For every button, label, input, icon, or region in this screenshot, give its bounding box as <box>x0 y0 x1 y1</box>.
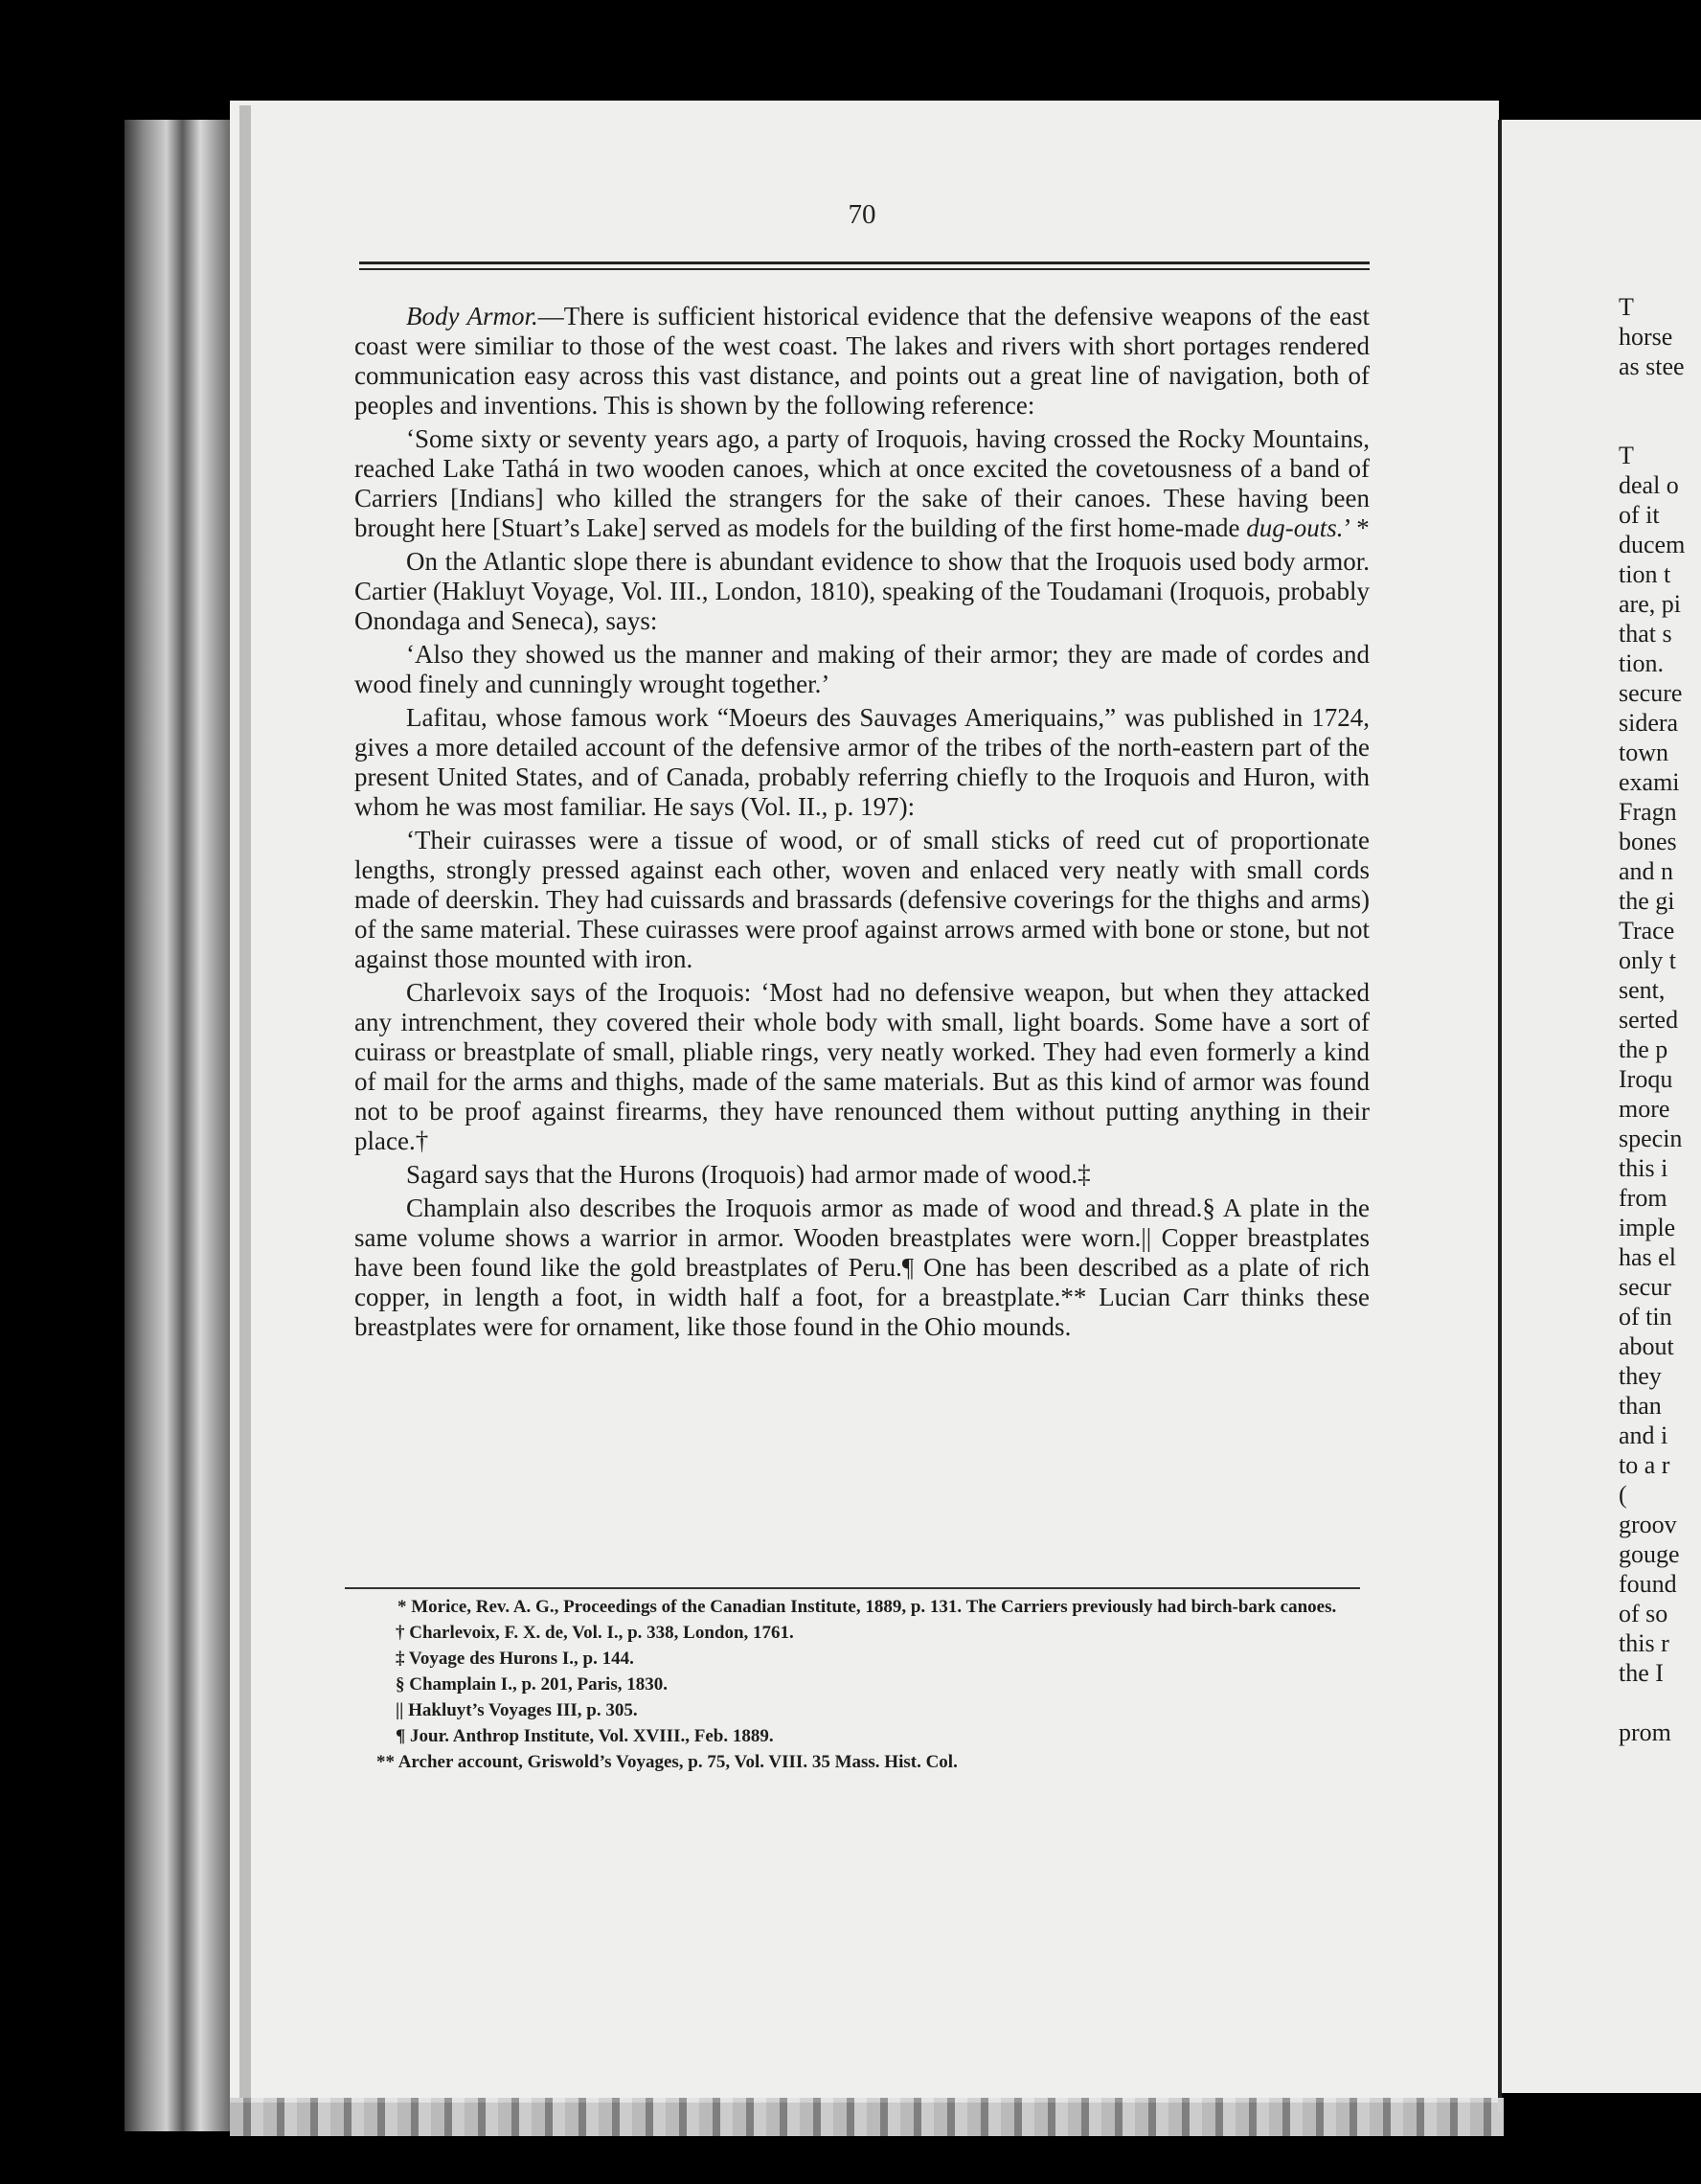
book-binding <box>125 120 230 2131</box>
page-edge <box>239 105 251 2098</box>
right-page-fragment: and i <box>1619 1422 1668 1449</box>
right-page-fragment: T <box>1619 293 1634 321</box>
right-page-fragment: than <box>1619 1392 1662 1420</box>
right-page-fragment: prom <box>1619 1718 1671 1746</box>
right-page-fragment: about <box>1619 1332 1674 1360</box>
right-page-fragment: Fragn <box>1619 798 1677 826</box>
quote-cartier: ‘Also they showed us the manner and making of their armor; they are made of cordes and wood finely and cunningly wrought together.’ <box>354 640 1370 698</box>
right-page-fragment: more <box>1619 1095 1670 1123</box>
right-page-fragment: T <box>1619 442 1634 469</box>
right-page-fragment: found <box>1619 1570 1677 1598</box>
right-page-fragment: sent, <box>1619 976 1666 1004</box>
paragraph-atlantic: On the Atlantic slope there is abundant evidence to show that the Iroquois used body armor. Cartier (Hakluyt Voyage, Vol. III., London, 1810), speaking of the Toudamani (Iroquois, probably Onondaga and Seneca), says: <box>354 547 1370 635</box>
right-page-fragment: secur <box>1619 1273 1671 1301</box>
footnote: ¶ Jour. Anthrop Institute, Vol. XVIII., Feb. 1889. <box>396 1726 774 1746</box>
footnote: § Champlain I., p. 201, Paris, 1830. <box>396 1674 668 1695</box>
right-page-fragment: ( <box>1619 1481 1627 1509</box>
right-page-fragment: serted <box>1619 1006 1679 1034</box>
right-page-fragment: this r <box>1619 1629 1669 1657</box>
right-page-fragment: has el <box>1619 1243 1676 1271</box>
footnote: ‡ Voyage des Hurons I., p. 144. <box>396 1649 634 1669</box>
right-page-fragment <box>1619 1688 1701 1718</box>
right-page-fragment: deal o <box>1619 471 1679 499</box>
right-page-fragment: imple <box>1619 1214 1676 1241</box>
right-page-fragment: horse <box>1619 323 1673 351</box>
right-page-fragment: from <box>1619 1184 1667 1212</box>
paragraph-charlevoix: Charlevoix says of the Iroquois: ‘Most had no defensive weapon, but when they attacked any intrenchment, they covered their whole body with small, light boards. Some have a sort of cuirass or breastplate of small, pliable rings, very neatly worked. They had even formerly a kind of mail for the arms and thighs, made of the same materials. But as this kind of armor was found not to be proof against firearms, they have renounced them without putting anything in their place.† <box>354 978 1370 1155</box>
paragraph-sagard: Sagard says that the Hurons (Iroquois) had armor made of wood.‡ <box>406 1160 1091 1189</box>
section-heading: Body Armor. <box>406 302 538 330</box>
body-text <box>354 302 1370 1346</box>
right-page-fragment: of tin <box>1619 1303 1672 1331</box>
right-page-fragment: that s <box>1619 620 1672 648</box>
right-page-fragment: tion. <box>1619 649 1664 677</box>
right-page-fragment: are, pi <box>1619 590 1681 618</box>
header-rule-bottom <box>359 268 1370 270</box>
quote-lafitau: ‘Their cuirasses were a tissue of wood, or of small sticks of reed cut of proportionate lengths, strongly pressed against each other, woven and enlaced very neatly with small cords made of deerskin. They had cuissards and brassards (defensive coverings for the thighs and arms) of the same material. These cuirasses were proof against arrows armed with bone or stone, but not against those mounted with iron. <box>354 826 1370 973</box>
right-page-fragment: as stee <box>1619 353 1685 380</box>
right-page-fragment: this i <box>1619 1154 1668 1182</box>
paragraph-lafitau: Lafitau, whose famous work “Moeurs des Sauvages Ameriquains,” was published in 1724, gives a more detailed account of the defensive armor of the tribes of the north-eastern part of the present United States, and of Canada, probably referring chiefly to the Iroquois and Huron, with whom he was most familiar. He says (Vol. II., p. 197): <box>354 703 1370 821</box>
page-number: 70 <box>848 199 876 230</box>
right-page-fragment: only t <box>1619 946 1676 974</box>
right-page-fragment: of it <box>1619 501 1660 529</box>
right-page-fragment: exami <box>1619 768 1680 796</box>
right-page-fragment: the p <box>1619 1035 1668 1063</box>
paragraph-champlain: Champlain also describes the Iroquois armor as made of wood and thread.§ A plate in the same volume shows a warrior in armor. Wooden breastplates were worn.|| Copper breastplates have been found like the gold breastplates of Peru.¶ One has been described as a plate of rich copper, in length a foot, in width half a foot, for a breastplate.** Lucian Carr thinks these breastplates were for ornament, like those found in the Ohio mounds. <box>354 1194 1370 1341</box>
right-page-fragment: and n <box>1619 857 1674 885</box>
right-page-fragment: secure <box>1619 679 1683 707</box>
footnote-rule <box>345 1587 1360 1589</box>
right-page-fragment <box>1619 411 1701 441</box>
right-page-fragment: bones <box>1619 828 1677 855</box>
footnote: † Charlevoix, F. X. de, Vol. I., p. 338, London, 1761. <box>396 1623 794 1643</box>
right-page-fragment: of so <box>1619 1600 1668 1627</box>
quote-morice: ‘Some sixty or seventy years ago, a party of Iroquois, having crossed the Rocky Mountains, reached Lake Tathá in two wooden canoes, which at once excited the covetousness of a band of Carriers [Indians] who killed the strangers for the sake of their canoes. These having been brought here [Stuart’s Lake] served as models for the building of the first home-made dug-outs.’ * <box>354 424 1370 542</box>
right-page-fragment: ducem <box>1619 531 1686 558</box>
right-page-text <box>1619 292 1701 1747</box>
right-page-fragment: town <box>1619 739 1668 766</box>
right-page-fragment: sidera <box>1619 709 1679 737</box>
right-page-fragment <box>1619 381 1701 411</box>
right-page-fragment: tion t <box>1619 560 1671 588</box>
right-page-fragment: to a r <box>1619 1451 1670 1479</box>
right-page-fragment: they <box>1619 1362 1662 1390</box>
header-rule-top <box>359 262 1370 264</box>
right-page-fragment: the gi <box>1619 887 1675 915</box>
right-page-fragment: gouge <box>1619 1540 1680 1568</box>
footnote: ** Archer account, Griswold’s Voyages, p. 75, Vol. VIII. 35 Mass. Hist. Col. <box>376 1752 958 1772</box>
right-page-fragment: the I <box>1619 1659 1664 1687</box>
footnote: * Morice, Rev. A. G., Proceedings of the Canadian Institute, 1889, p. 131. The Carriers previously had birch-bark canoes. <box>397 1597 1337 1617</box>
footnote: || Hakluyt’s Voyages III, p. 305. <box>396 1700 638 1720</box>
paragraph-body-armor: Body Armor.—There is sufficient historical evidence that the defensive weapons of the east coast were similiar to those of the west coast. The lakes and rivers with short portages rendered communication easy across this vast distance, and points out a great line of navigation, both of peoples and inventions. This is shown by the following reference: <box>354 302 1370 420</box>
right-page-fragment: Iroqu <box>1619 1065 1673 1093</box>
torn-page-edge <box>230 2098 1504 2136</box>
footnotes <box>345 1594 1370 1775</box>
right-page-fragment: specin <box>1619 1125 1683 1152</box>
right-page-fragment: groov <box>1619 1511 1677 1538</box>
right-page-fragment: Trace <box>1619 917 1675 944</box>
